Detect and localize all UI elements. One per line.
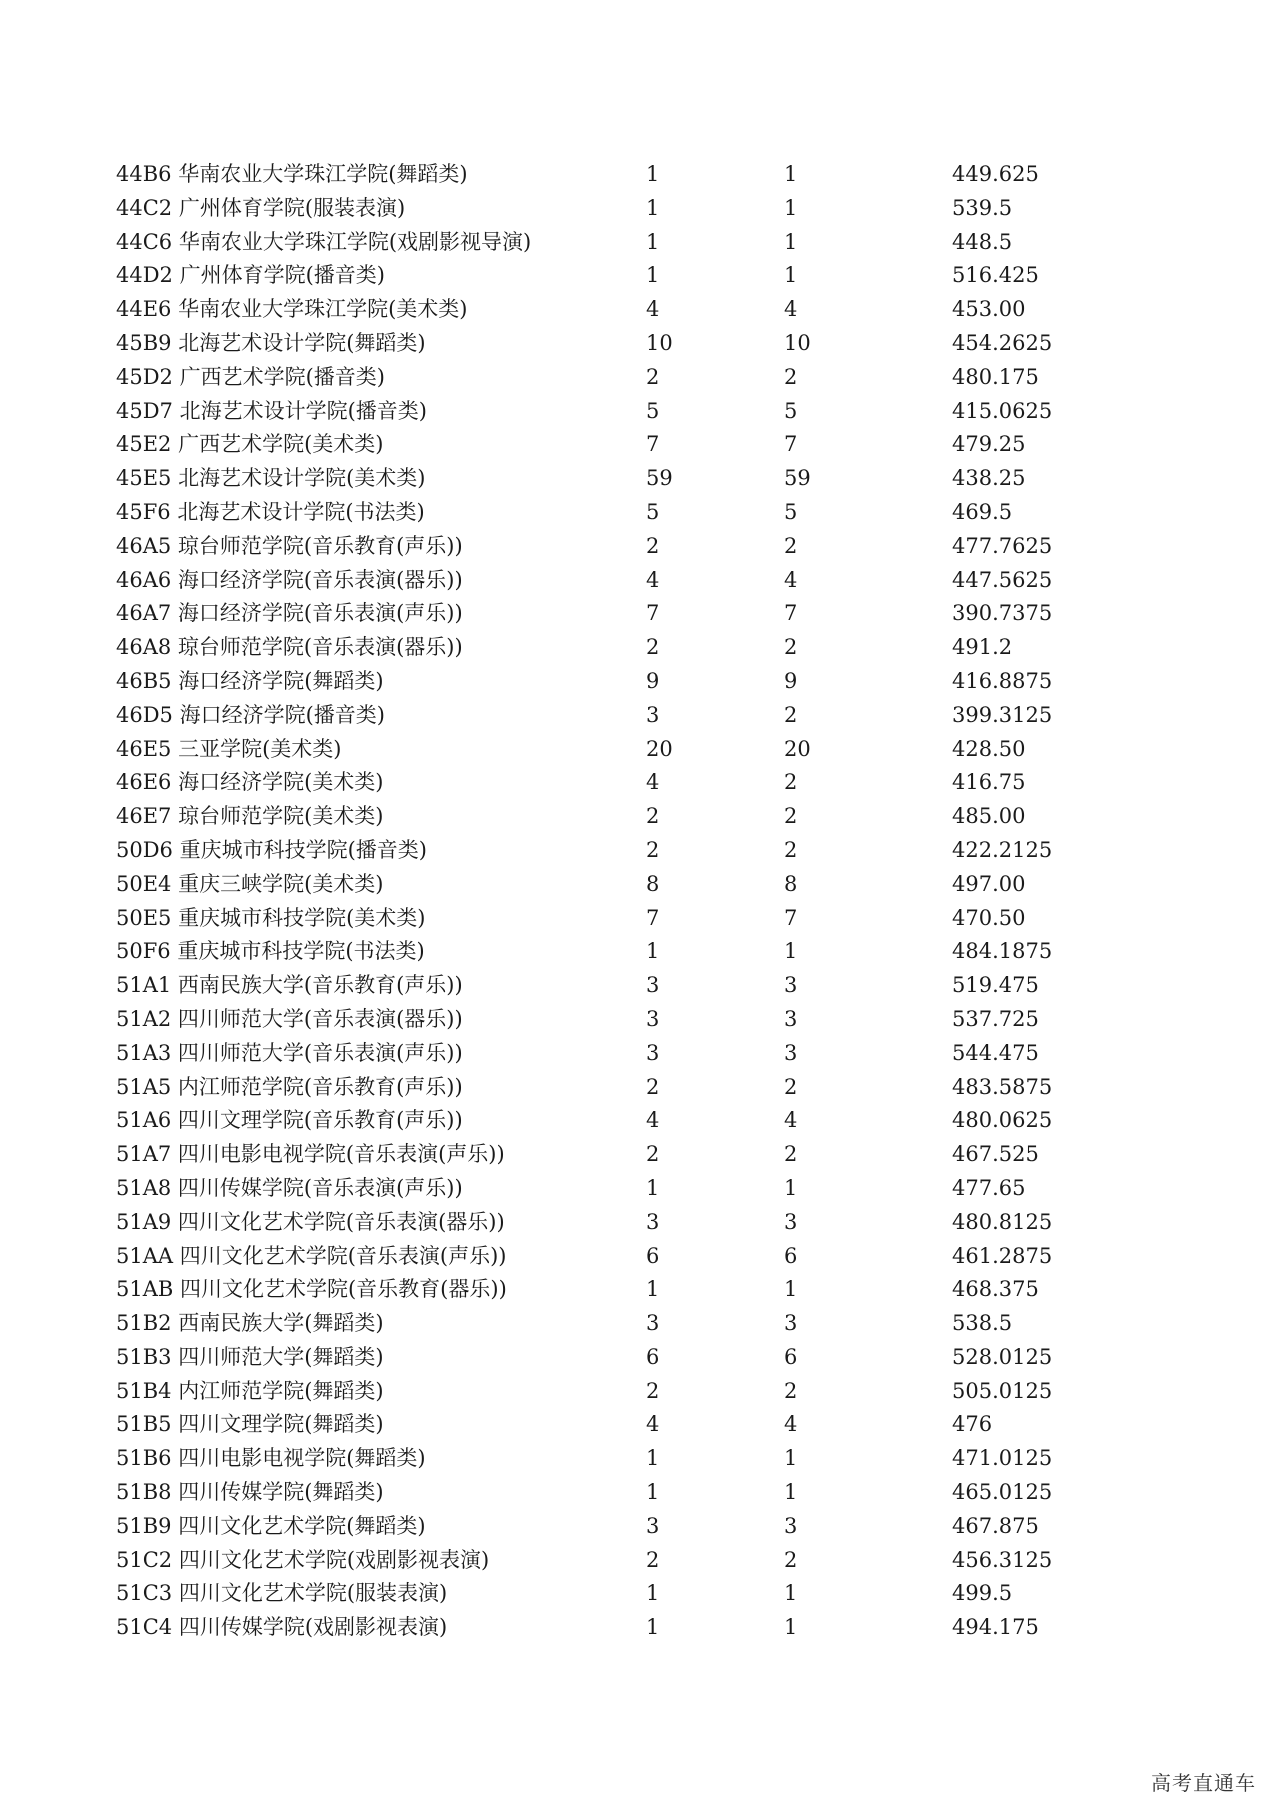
table-row — [116, 1442, 1116, 1476]
plan-count-cell: 10 — [646, 330, 673, 355]
table-row — [116, 496, 1116, 530]
table-row — [116, 1240, 1116, 1274]
plan-count-cell: 1 — [646, 1175, 660, 1200]
table-row — [116, 428, 1116, 462]
min-score-cell: 480.8125 — [952, 1209, 1053, 1234]
enrolled-count-cell: 1 — [784, 1277, 798, 1302]
enrolled-count-cell: 1 — [784, 1446, 798, 1471]
school-major-cell: 46D5 海口经济学院(播音类) — [116, 702, 385, 727]
enrolled-count-cell: 1 — [784, 263, 798, 288]
min-score-cell: 477.65 — [952, 1175, 1026, 1200]
school-major-cell: 51A5 内江师范学院(音乐教育(声乐)) — [116, 1074, 463, 1099]
enrolled-count-cell: 2 — [784, 635, 798, 660]
school-major-cell: 45D7 北海艺术设计学院(播音类) — [116, 398, 427, 423]
table-row — [116, 530, 1116, 564]
min-score-cell: 471.0125 — [952, 1446, 1053, 1471]
enrolled-count-cell: 1 — [784, 229, 798, 254]
school-major-cell: 46A7 海口经济学院(音乐表演(声乐)) — [116, 601, 463, 626]
min-score-cell: 539.5 — [952, 195, 1013, 220]
enrolled-count-cell: 1 — [784, 195, 798, 220]
enrolled-count-cell: 1 — [784, 1175, 798, 1200]
enrolled-count-cell: 7 — [784, 601, 798, 626]
school-major-cell: 46E7 琼台师范学院(美术类) — [116, 804, 384, 829]
enrolled-count-cell: 4 — [784, 567, 798, 592]
table-row — [116, 395, 1116, 429]
table-row — [116, 1206, 1116, 1240]
table-row — [116, 564, 1116, 598]
school-major-cell: 51B6 四川电影电视学院(舞蹈类) — [116, 1446, 426, 1471]
table-row — [116, 868, 1116, 902]
enrolled-count-cell: 1 — [784, 939, 798, 964]
table-row — [116, 1307, 1116, 1341]
plan-count-cell: 3 — [646, 973, 660, 998]
enrolled-count-cell: 2 — [784, 770, 798, 795]
watermark-text: 高考直通车 — [1151, 1771, 1256, 1795]
plan-count-cell: 8 — [646, 871, 660, 896]
plan-count-cell: 4 — [646, 770, 660, 795]
table-row — [116, 1577, 1116, 1611]
table-row — [116, 1104, 1116, 1138]
enrolled-count-cell: 3 — [784, 1040, 798, 1065]
enrolled-count-cell: 4 — [784, 1412, 798, 1437]
school-major-cell: 51A9 四川文化艺术学院(音乐表演(器乐)) — [116, 1209, 505, 1234]
min-score-cell: 483.5875 — [952, 1074, 1053, 1099]
min-score-cell: 453.00 — [952, 297, 1026, 322]
enrolled-count-cell: 10 — [784, 330, 811, 355]
plan-count-cell: 1 — [646, 1277, 660, 1302]
plan-count-cell: 1 — [646, 263, 660, 288]
table-row — [116, 834, 1116, 868]
enrolled-count-cell: 7 — [784, 432, 798, 457]
table-row — [116, 631, 1116, 665]
school-major-cell: 51A1 西南民族大学(音乐教育(声乐)) — [116, 973, 463, 998]
plan-count-cell: 1 — [646, 195, 660, 220]
min-score-cell: 485.00 — [952, 804, 1026, 829]
min-score-cell: 505.0125 — [952, 1378, 1053, 1403]
enrolled-count-cell: 2 — [784, 837, 798, 862]
school-major-cell: 45D2 广西艺术学院(播音类) — [116, 364, 385, 389]
min-score-cell: 480.175 — [952, 364, 1039, 389]
plan-count-cell: 5 — [646, 398, 660, 423]
min-score-cell: 476 — [952, 1412, 993, 1437]
school-major-cell: 51C3 四川文化艺术学院(服装表演) — [116, 1581, 448, 1606]
min-score-cell: 480.0625 — [952, 1108, 1053, 1133]
school-major-cell: 46B5 海口经济学院(舞蹈类) — [116, 668, 384, 693]
table-row — [116, 1611, 1116, 1645]
plan-count-cell: 1 — [646, 229, 660, 254]
plan-count-cell: 20 — [646, 736, 673, 761]
school-major-cell: 51B5 四川文理学院(舞蹈类) — [116, 1412, 384, 1437]
table-row — [116, 699, 1116, 733]
table-row — [116, 1408, 1116, 1442]
table-row — [116, 1476, 1116, 1510]
plan-count-cell: 9 — [646, 668, 660, 693]
table-row — [116, 158, 1116, 192]
table-row — [116, 192, 1116, 226]
enrolled-count-cell: 1 — [784, 1581, 798, 1606]
plan-count-cell: 4 — [646, 1412, 660, 1437]
table-row — [116, 1003, 1116, 1037]
table-row — [116, 1510, 1116, 1544]
plan-count-cell: 1 — [646, 1480, 660, 1505]
enrolled-count-cell: 9 — [784, 668, 798, 693]
min-score-cell: 484.1875 — [952, 939, 1053, 964]
school-major-cell: 46A6 海口经济学院(音乐表演(器乐)) — [116, 567, 463, 592]
table-row — [116, 1375, 1116, 1409]
plan-count-cell: 7 — [646, 905, 660, 930]
enrolled-count-cell: 6 — [784, 1243, 798, 1268]
plan-count-cell: 2 — [646, 1547, 660, 1572]
plan-count-cell: 3 — [646, 1311, 660, 1336]
table-row — [116, 361, 1116, 395]
school-major-cell: 50F6 重庆城市科技学院(书法类) — [116, 939, 425, 964]
min-score-cell: 416.75 — [952, 770, 1026, 795]
school-major-cell: 51B3 四川师范大学(舞蹈类) — [116, 1344, 384, 1369]
min-score-cell: 390.7375 — [952, 601, 1053, 626]
school-major-cell: 46A5 琼台师范学院(音乐教育(声乐)) — [116, 533, 463, 558]
table-row — [116, 1273, 1116, 1307]
enrolled-count-cell: 20 — [784, 736, 811, 761]
min-score-cell: 448.5 — [952, 229, 1013, 254]
school-major-cell: 44E6 华南农业大学珠江学院(美术类) — [116, 297, 468, 322]
school-major-cell: 51B2 西南民族大学(舞蹈类) — [116, 1311, 384, 1336]
table-row — [116, 766, 1116, 800]
table-row — [116, 665, 1116, 699]
min-score-cell: 461.2875 — [952, 1243, 1053, 1268]
admission-table — [116, 158, 1116, 1645]
plan-count-cell: 1 — [646, 162, 660, 186]
plan-count-cell: 2 — [646, 837, 660, 862]
table-row — [116, 462, 1116, 496]
plan-count-cell: 3 — [646, 1209, 660, 1234]
enrolled-count-cell: 2 — [784, 702, 798, 727]
school-major-cell: 51A7 四川电影电视学院(音乐表演(声乐)) — [116, 1142, 505, 1167]
min-score-cell: 415.0625 — [952, 398, 1053, 423]
table-row — [116, 969, 1116, 1003]
enrolled-count-cell: 8 — [784, 871, 798, 896]
table-row — [116, 902, 1116, 936]
plan-count-cell: 1 — [646, 939, 660, 964]
plan-count-cell: 5 — [646, 499, 660, 524]
min-score-cell: 454.2625 — [952, 330, 1053, 355]
plan-count-cell: 59 — [646, 466, 673, 491]
min-score-cell: 467.875 — [952, 1513, 1039, 1538]
enrolled-count-cell: 2 — [784, 1547, 798, 1572]
plan-count-cell: 1 — [646, 1581, 660, 1606]
plan-count-cell: 2 — [646, 1074, 660, 1099]
school-major-cell: 44B6 华南农业大学珠江学院(舞蹈类) — [116, 162, 468, 186]
school-major-cell: 46A8 琼台师范学院(音乐表演(器乐)) — [116, 635, 463, 660]
table-row — [116, 327, 1116, 361]
enrolled-count-cell: 1 — [784, 1615, 798, 1640]
school-major-cell: 51A2 四川师范大学(音乐表演(器乐)) — [116, 1006, 463, 1031]
min-score-cell: 528.0125 — [952, 1344, 1053, 1369]
enrolled-count-cell: 7 — [784, 905, 798, 930]
school-major-cell: 51A3 四川师范大学(音乐表演(声乐)) — [116, 1040, 463, 1065]
school-major-cell: 51AA 四川文化艺术学院(音乐表演(声乐)) — [116, 1243, 507, 1268]
plan-count-cell: 1 — [646, 1615, 660, 1640]
plan-count-cell: 7 — [646, 601, 660, 626]
enrolled-count-cell: 5 — [784, 398, 798, 423]
table-row — [116, 1544, 1116, 1578]
min-score-cell: 416.8875 — [952, 668, 1053, 693]
min-score-cell: 469.5 — [952, 499, 1013, 524]
min-score-cell: 428.50 — [952, 736, 1026, 761]
min-score-cell: 544.475 — [952, 1040, 1039, 1065]
school-major-cell: 51B9 四川文化艺术学院(舞蹈类) — [116, 1513, 426, 1538]
school-major-cell: 50D6 重庆城市科技学院(播音类) — [116, 837, 427, 862]
enrolled-count-cell: 2 — [784, 1142, 798, 1167]
min-score-cell: 477.7625 — [952, 533, 1053, 558]
enrolled-count-cell: 3 — [784, 1311, 798, 1336]
min-score-cell: 438.25 — [952, 466, 1026, 491]
min-score-cell: 519.475 — [952, 973, 1039, 998]
enrolled-count-cell: 3 — [784, 1513, 798, 1538]
enrolled-count-cell: 2 — [784, 804, 798, 829]
min-score-cell: 468.375 — [952, 1277, 1039, 1302]
min-score-cell: 399.3125 — [952, 702, 1053, 727]
school-major-cell: 51A8 四川传媒学院(音乐表演(声乐)) — [116, 1175, 463, 1200]
min-score-cell: 491.2 — [952, 635, 1013, 660]
school-major-cell: 44C6 华南农业大学珠江学院(戏剧影视导演) — [116, 229, 532, 254]
table-row — [116, 1138, 1116, 1172]
school-major-cell: 44D2 广州体育学院(播音类) — [116, 263, 385, 288]
table-row — [116, 800, 1116, 834]
min-score-cell: 537.725 — [952, 1006, 1039, 1031]
min-score-cell: 456.3125 — [952, 1547, 1053, 1572]
plan-count-cell: 4 — [646, 297, 660, 322]
plan-count-cell: 6 — [646, 1243, 660, 1268]
plan-count-cell: 2 — [646, 1142, 660, 1167]
min-score-cell: 447.5625 — [952, 567, 1053, 592]
school-major-cell: 45E2 广西艺术学院(美术类) — [116, 432, 384, 457]
plan-count-cell: 2 — [646, 635, 660, 660]
enrolled-count-cell: 5 — [784, 499, 798, 524]
min-score-cell: 494.175 — [952, 1615, 1039, 1640]
plan-count-cell: 2 — [646, 804, 660, 829]
plan-count-cell: 4 — [646, 1108, 660, 1133]
min-score-cell: 479.25 — [952, 432, 1026, 457]
plan-count-cell: 3 — [646, 1006, 660, 1031]
table-row — [116, 597, 1116, 631]
school-major-cell: 50E5 重庆城市科技学院(美术类) — [116, 905, 426, 930]
min-score-cell: 499.5 — [952, 1581, 1013, 1606]
school-major-cell: 51B4 内江师范学院(舞蹈类) — [116, 1378, 384, 1403]
plan-count-cell: 3 — [646, 1040, 660, 1065]
enrolled-count-cell: 3 — [784, 1209, 798, 1234]
school-major-cell: 46E5 三亚学院(美术类) — [116, 736, 342, 761]
min-score-cell: 449.625 — [952, 162, 1039, 186]
plan-count-cell: 2 — [646, 1378, 660, 1403]
plan-count-cell: 3 — [646, 702, 660, 727]
plan-count-cell: 3 — [646, 1513, 660, 1538]
table-row — [116, 226, 1116, 260]
table-row — [116, 259, 1116, 293]
plan-count-cell: 1 — [646, 1446, 660, 1471]
table-row — [116, 1037, 1116, 1071]
enrolled-count-cell: 2 — [784, 533, 798, 558]
enrolled-count-cell: 4 — [784, 1108, 798, 1133]
enrolled-count-cell: 4 — [784, 297, 798, 322]
table-row — [116, 1071, 1116, 1105]
school-major-cell: 51C2 四川文化艺术学院(戏剧影视表演) — [116, 1547, 490, 1572]
plan-count-cell: 2 — [646, 364, 660, 389]
min-score-cell: 422.2125 — [952, 837, 1053, 862]
table-row — [116, 1172, 1116, 1206]
table-row — [116, 733, 1116, 767]
enrolled-count-cell: 59 — [784, 466, 811, 491]
min-score-cell: 465.0125 — [952, 1480, 1053, 1505]
school-major-cell: 50E4 重庆三峡学院(美术类) — [116, 871, 384, 896]
min-score-cell: 538.5 — [952, 1311, 1013, 1336]
school-major-cell: 45B9 北海艺术设计学院(舞蹈类) — [116, 330, 426, 355]
enrolled-count-cell: 2 — [784, 364, 798, 389]
school-major-cell: 46E6 海口经济学院(美术类) — [116, 770, 384, 795]
table-row — [116, 1341, 1116, 1375]
table-row — [116, 293, 1116, 327]
enrolled-count-cell: 2 — [784, 1074, 798, 1099]
enrolled-count-cell: 2 — [784, 1378, 798, 1403]
school-major-cell: 51C4 四川传媒学院(戏剧影视表演) — [116, 1615, 448, 1640]
school-major-cell: 45F6 北海艺术设计学院(书法类) — [116, 499, 425, 524]
school-major-cell: 51AB 四川文化艺术学院(音乐教育(器乐)) — [116, 1277, 507, 1302]
school-major-cell: 51B8 四川传媒学院(舞蹈类) — [116, 1480, 384, 1505]
plan-count-cell: 6 — [646, 1344, 660, 1369]
plan-count-cell: 2 — [646, 533, 660, 558]
school-major-cell: 44C2 广州体育学院(服装表演) — [116, 195, 406, 220]
enrolled-count-cell: 1 — [784, 1480, 798, 1505]
enrolled-count-cell: 3 — [784, 973, 798, 998]
school-major-cell: 45E5 北海艺术设计学院(美术类) — [116, 466, 426, 491]
min-score-cell: 470.50 — [952, 905, 1026, 930]
plan-count-cell: 7 — [646, 432, 660, 457]
table-row — [116, 935, 1116, 969]
min-score-cell: 497.00 — [952, 871, 1026, 896]
enrolled-count-cell: 6 — [784, 1344, 798, 1369]
enrolled-count-cell: 1 — [784, 162, 798, 186]
school-major-cell: 51A6 四川文理学院(音乐教育(声乐)) — [116, 1108, 463, 1133]
plan-count-cell: 4 — [646, 567, 660, 592]
min-score-cell: 467.525 — [952, 1142, 1039, 1167]
min-score-cell: 516.425 — [952, 263, 1039, 288]
enrolled-count-cell: 3 — [784, 1006, 798, 1031]
